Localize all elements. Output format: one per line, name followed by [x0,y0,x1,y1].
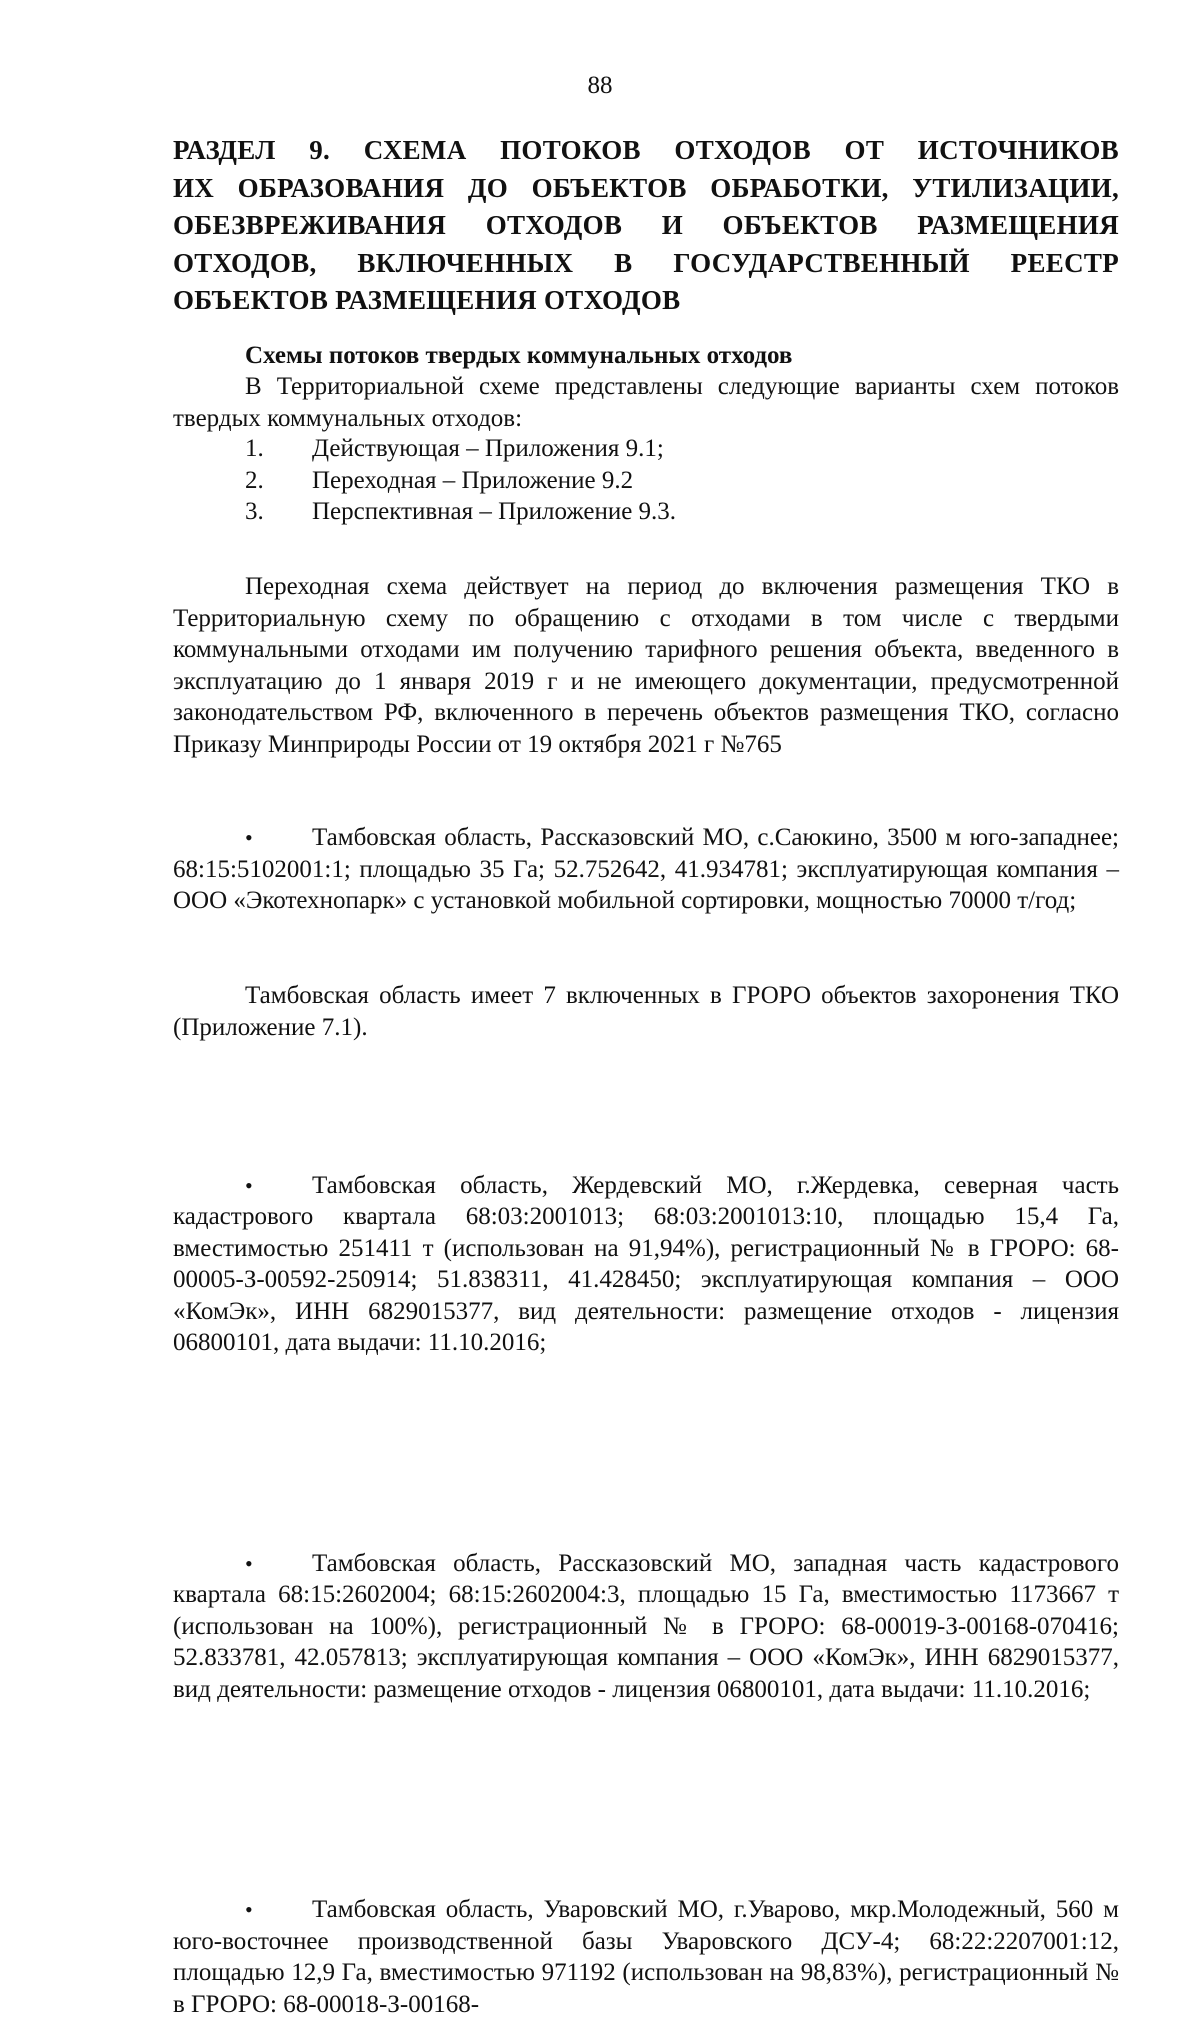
list-item-number: 2. [245,466,264,494]
list-item [173,1894,1119,2020]
list-item [173,822,1119,917]
intro-paragraph: В Территориальной схеме представлены следующие варианты схем потоков твердых коммунальных отходов: [173,373,1119,432]
list-item [173,496,1119,528]
list-item-text: Тамбовская область, Рассказовский МО, с.Саюкино, 3500 м юго-западнее; 68:15:5102001:1; площадью 35 Га; 52.752642, 41.934781; эксплуатирующая компания – ООО «Экотехнопарк» с установкой мобильной сортировки, мощностью 70000 т/год; [173,824,1119,914]
page-number: 88 [587,72,613,99]
section-title [173,132,1119,320]
section-title-line: ОБЕЗВРЕЖИВАНИЯ ОТХОДОВ И ОБЪЕКТОВ РАЗМЕЩЕНИЯ [173,210,1119,240]
transitional-paragraph: Переходная схема действует на период до включения размещения ТКО в Территориальную схему по обращению с отходами в том числе с твердыми коммунальными отходами им получению тарифного решения объекта, введенного в эксплуатацию до 1 января 2019 г и не имеющего документации, предусмотренной законодательством РФ, включенного в перечень объектов размещения ТКО, согласно Приказу Минприроды России от 19 октября 2021 г №765 [173,573,1119,758]
list-item-text: Тамбовская область, Рассказовский МО, западная часть кадастрового квартала 68:15:2602004; 68:15:2602004:3, площадью 15 Га, вместимостью 1173667 т (использован на 100%), регистрационный № в ГРОРО: 68-00019-З-00168-070416; 52.833781, 42.057813; эксплуатирующая компания – ООО «КомЭк», ИНН 6829015377, вид деятельности: размещение отходов - лицензия 06800101, дата выдачи: 11.10.2016; [173,1549,1119,1703]
list-item-text: Действующая – Приложения 9.1; [312,435,664,462]
list-item-text: Переходная – Приложение 9.2 [312,466,634,494]
list-item-number: 1. [245,435,264,462]
bullet-icon: • [245,1172,253,1198]
list-item-text: Тамбовская область, Уваровский МО, г.Уварово, мкр.Молодежный, 560 м юго-восточнее производственной базы Уваровского ДСУ-4; 68:22:2207001:12, площадью 12,9 Га, вместимостью 971192 (использован на 98,83%), регистрационный № в ГРОРО: 68-00018-З-00168- [173,1896,1119,2018]
section-title-line: ОТХОДОВ, ВКЛЮЧЕННЫХ В ГОСУДАРСТВЕННЫЙ РЕЕСТР [173,247,1119,278]
list-item-text: Перспективная – Приложение 9.3. [312,498,677,525]
list-item [173,433,1119,465]
section-title-line: РАЗДЕЛ 9. СХЕМА ПОТОКОВ ОТХОДОВ ОТ ИСТОЧНИКОВ [173,135,1119,165]
list-item [173,1170,1119,1359]
list-item-number: 3. [245,498,264,525]
groro-paragraph: Тамбовская область имеет 7 включенных в ГРОРО объектов захоронения ТКО (Приложение 7.1). [173,982,1119,1041]
list-item [173,465,1119,497]
subheading: Схемы потоков твердых коммунальных отходов [245,342,793,369]
bullet-icon: • [245,825,253,850]
section-title-line: ИХ ОБРАЗОВАНИЯ ДО ОБЪЕКТОВ ОБРАБОТКИ, УТИЛИЗАЦИИ, [173,172,1119,203]
list-item [173,1548,1119,1706]
bullet-icon: • [245,1897,253,1922]
bullet-icon: • [245,1550,253,1576]
section-title-line: ОБЪЕКТОВ РАЗМЕЩЕНИЯ ОТХОДОВ [173,285,681,315]
variants-list [173,433,1119,528]
list-item-text: Тамбовская область, Жердевский МО, г.Жердевка, северная часть кадастрового квартала 68:03:2001013; 68:03:2001013:10, площадью 15,4 Га, вместимостью 251411 т (использован на 91,94%), регистрационный № в ГРОРО: 68-00005-З-00592-250914; 51.838311, 41.428450; эксплуатирующая компания – ООО «КомЭк», ИНН 6829015377, вид деятельности: размещение отходов - лицензия 06800101, дата выдачи: 11.10.2016; [173,1171,1119,1356]
